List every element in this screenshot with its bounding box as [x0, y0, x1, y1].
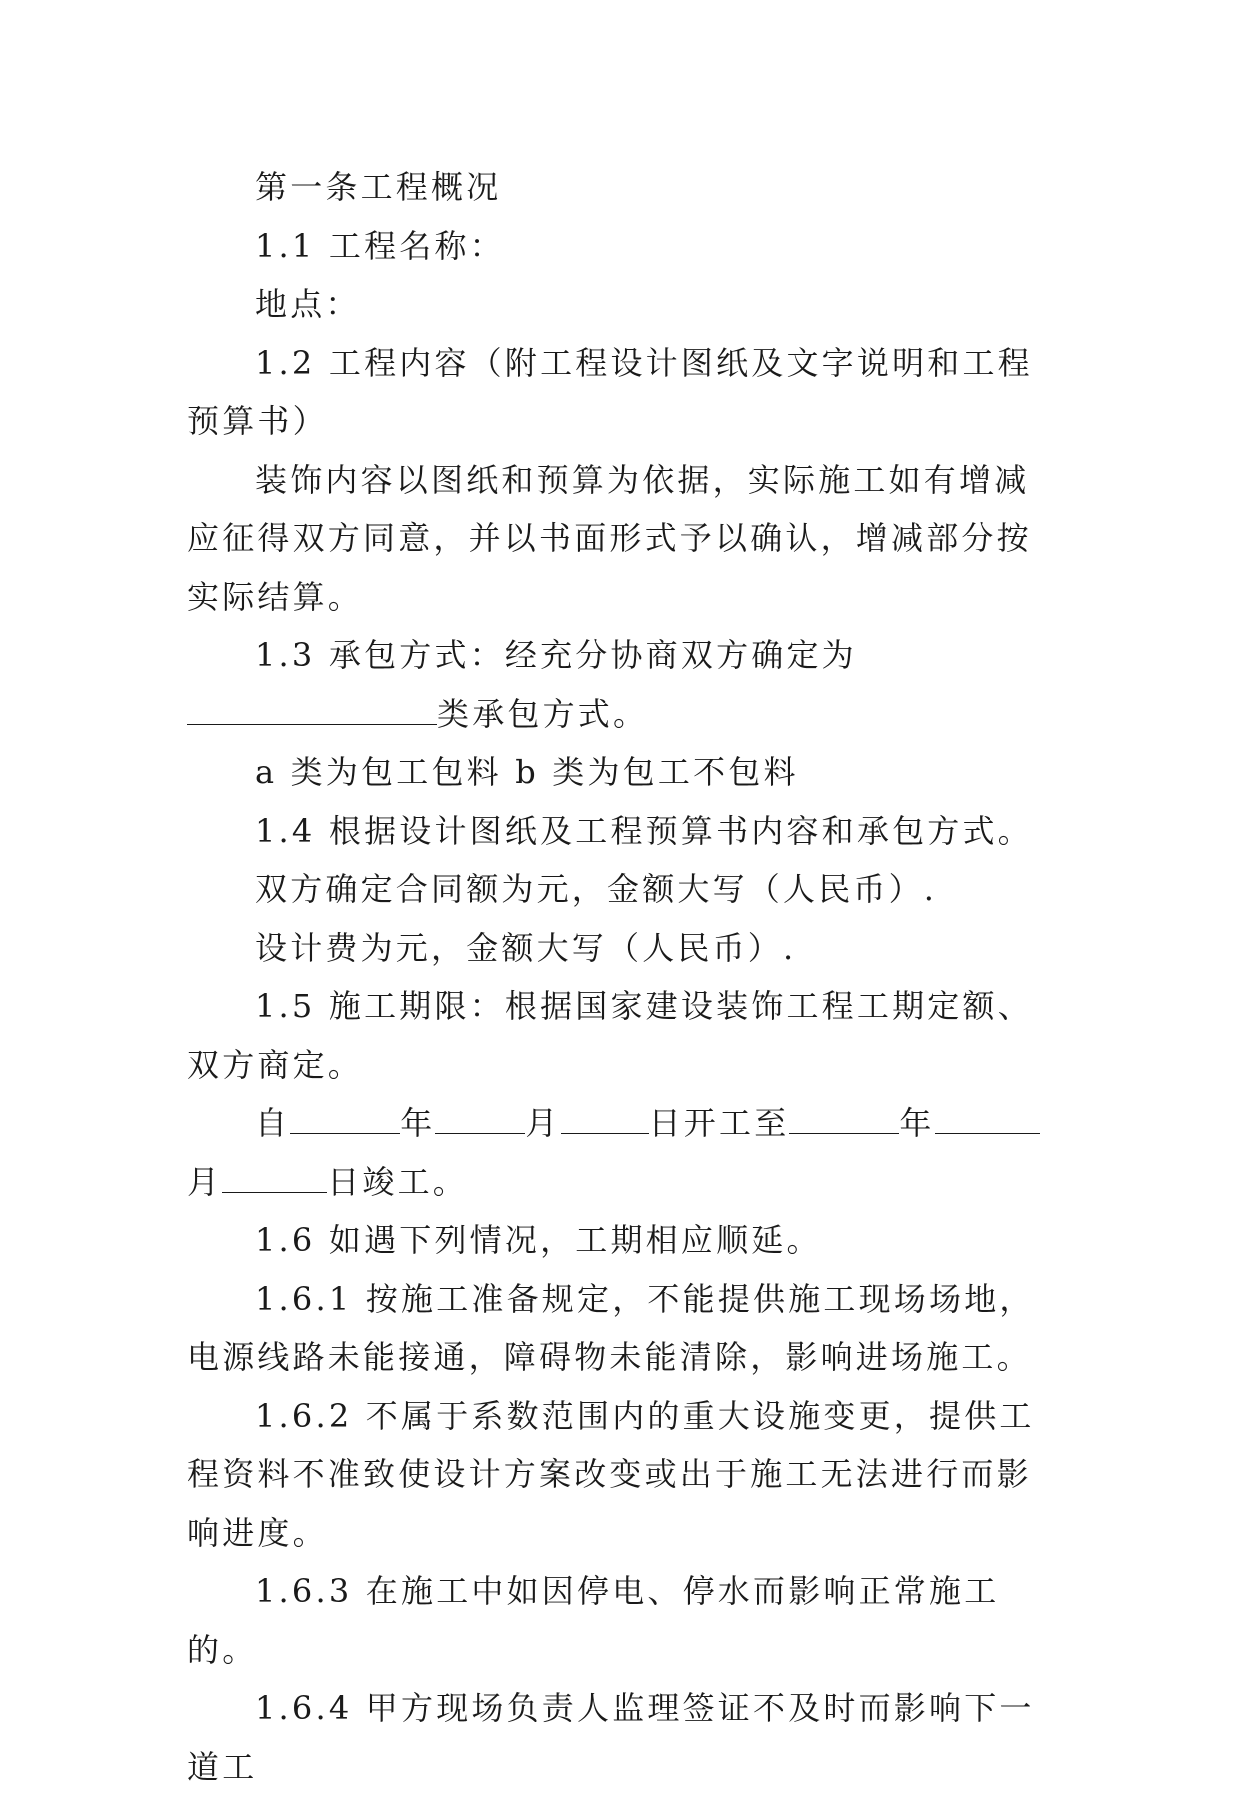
contract-types-line: a 类为包工包料 b 类为包工不包料: [255, 753, 799, 791]
end-day-label: 日竣工。: [327, 1162, 469, 1201]
end-month-label: 月: [187, 1162, 223, 1201]
contract-method-paragraph: [187, 626, 1057, 743]
contract-method-blank: [187, 698, 437, 725]
delay-conditions-line: 1.6 如遇下列情况，工期相应顺延。: [255, 1221, 822, 1259]
end-month-blank: [935, 1107, 1040, 1134]
contract-method-text: 1.3 承包方式：经充分协商双方确定为: [255, 636, 857, 674]
delay-condition-2: 1.6.2 不属于系数范围内的重大设施变更，提供工程资料不准致使设计方案改变或出于施工无法进行而影响进度。: [187, 1396, 1035, 1552]
start-month-blank: [435, 1107, 525, 1134]
delay-condition-3: 1.6.3 在施工中如因停电、停水而影响正常施工的。: [187, 1572, 1000, 1669]
construction-period-paragraph: 1.5 施工期限：根据国家建设装饰工程工期定额、双方商定。: [187, 987, 1033, 1084]
delay-condition-4: 1.6.4 甲方现场负责人监理签证不及时而影响下一道工: [187, 1689, 1035, 1786]
design-fee-line: 设计费为元，金额大写（人民币）.: [255, 928, 797, 967]
document-body: [187, 158, 1057, 1796]
start-day-label: 日开工至: [648, 1104, 790, 1142]
end-year-label: 年: [899, 1104, 935, 1142]
contract-basis-line: 1.4 根据设计图纸及工程预算书内容和承包方式。: [255, 811, 1033, 850]
schedule-from-label: 自: [255, 1104, 291, 1142]
project-content-line: 1.2 工程内容（附工程设计图纸及文字说明和工程预算书）: [187, 343, 1033, 440]
start-year-label: 年: [400, 1104, 436, 1142]
location-line: 地点：: [255, 285, 361, 323]
decoration-content-paragraph: 装饰内容以图纸和预算为依据，实际施工如有增减应征得双方同意，并以书面形式予以确认，增减部分按实际结算。: [187, 460, 1032, 616]
start-day-blank: [561, 1107, 649, 1134]
delay-condition-1: 1.6.1 按施工准备规定，不能提供施工现场场地，电源线路未能接通，障碍物未能清除，影响进场施工。: [187, 1279, 1035, 1376]
contract-method-suffix: 类承包方式。: [437, 694, 649, 733]
schedule-dates-paragraph: [187, 1094, 1057, 1211]
start-year-blank: [290, 1107, 400, 1134]
contract-amount-line: 双方确定合同额为元，金额大写（人民币）.: [255, 870, 938, 908]
start-month-label: 月: [525, 1104, 561, 1142]
section-heading: 第一条工程概况: [255, 168, 502, 206]
project-name-line: 1.1 工程名称：: [255, 226, 505, 265]
end-year-blank: [789, 1107, 899, 1134]
end-day-blank: [222, 1166, 327, 1193]
